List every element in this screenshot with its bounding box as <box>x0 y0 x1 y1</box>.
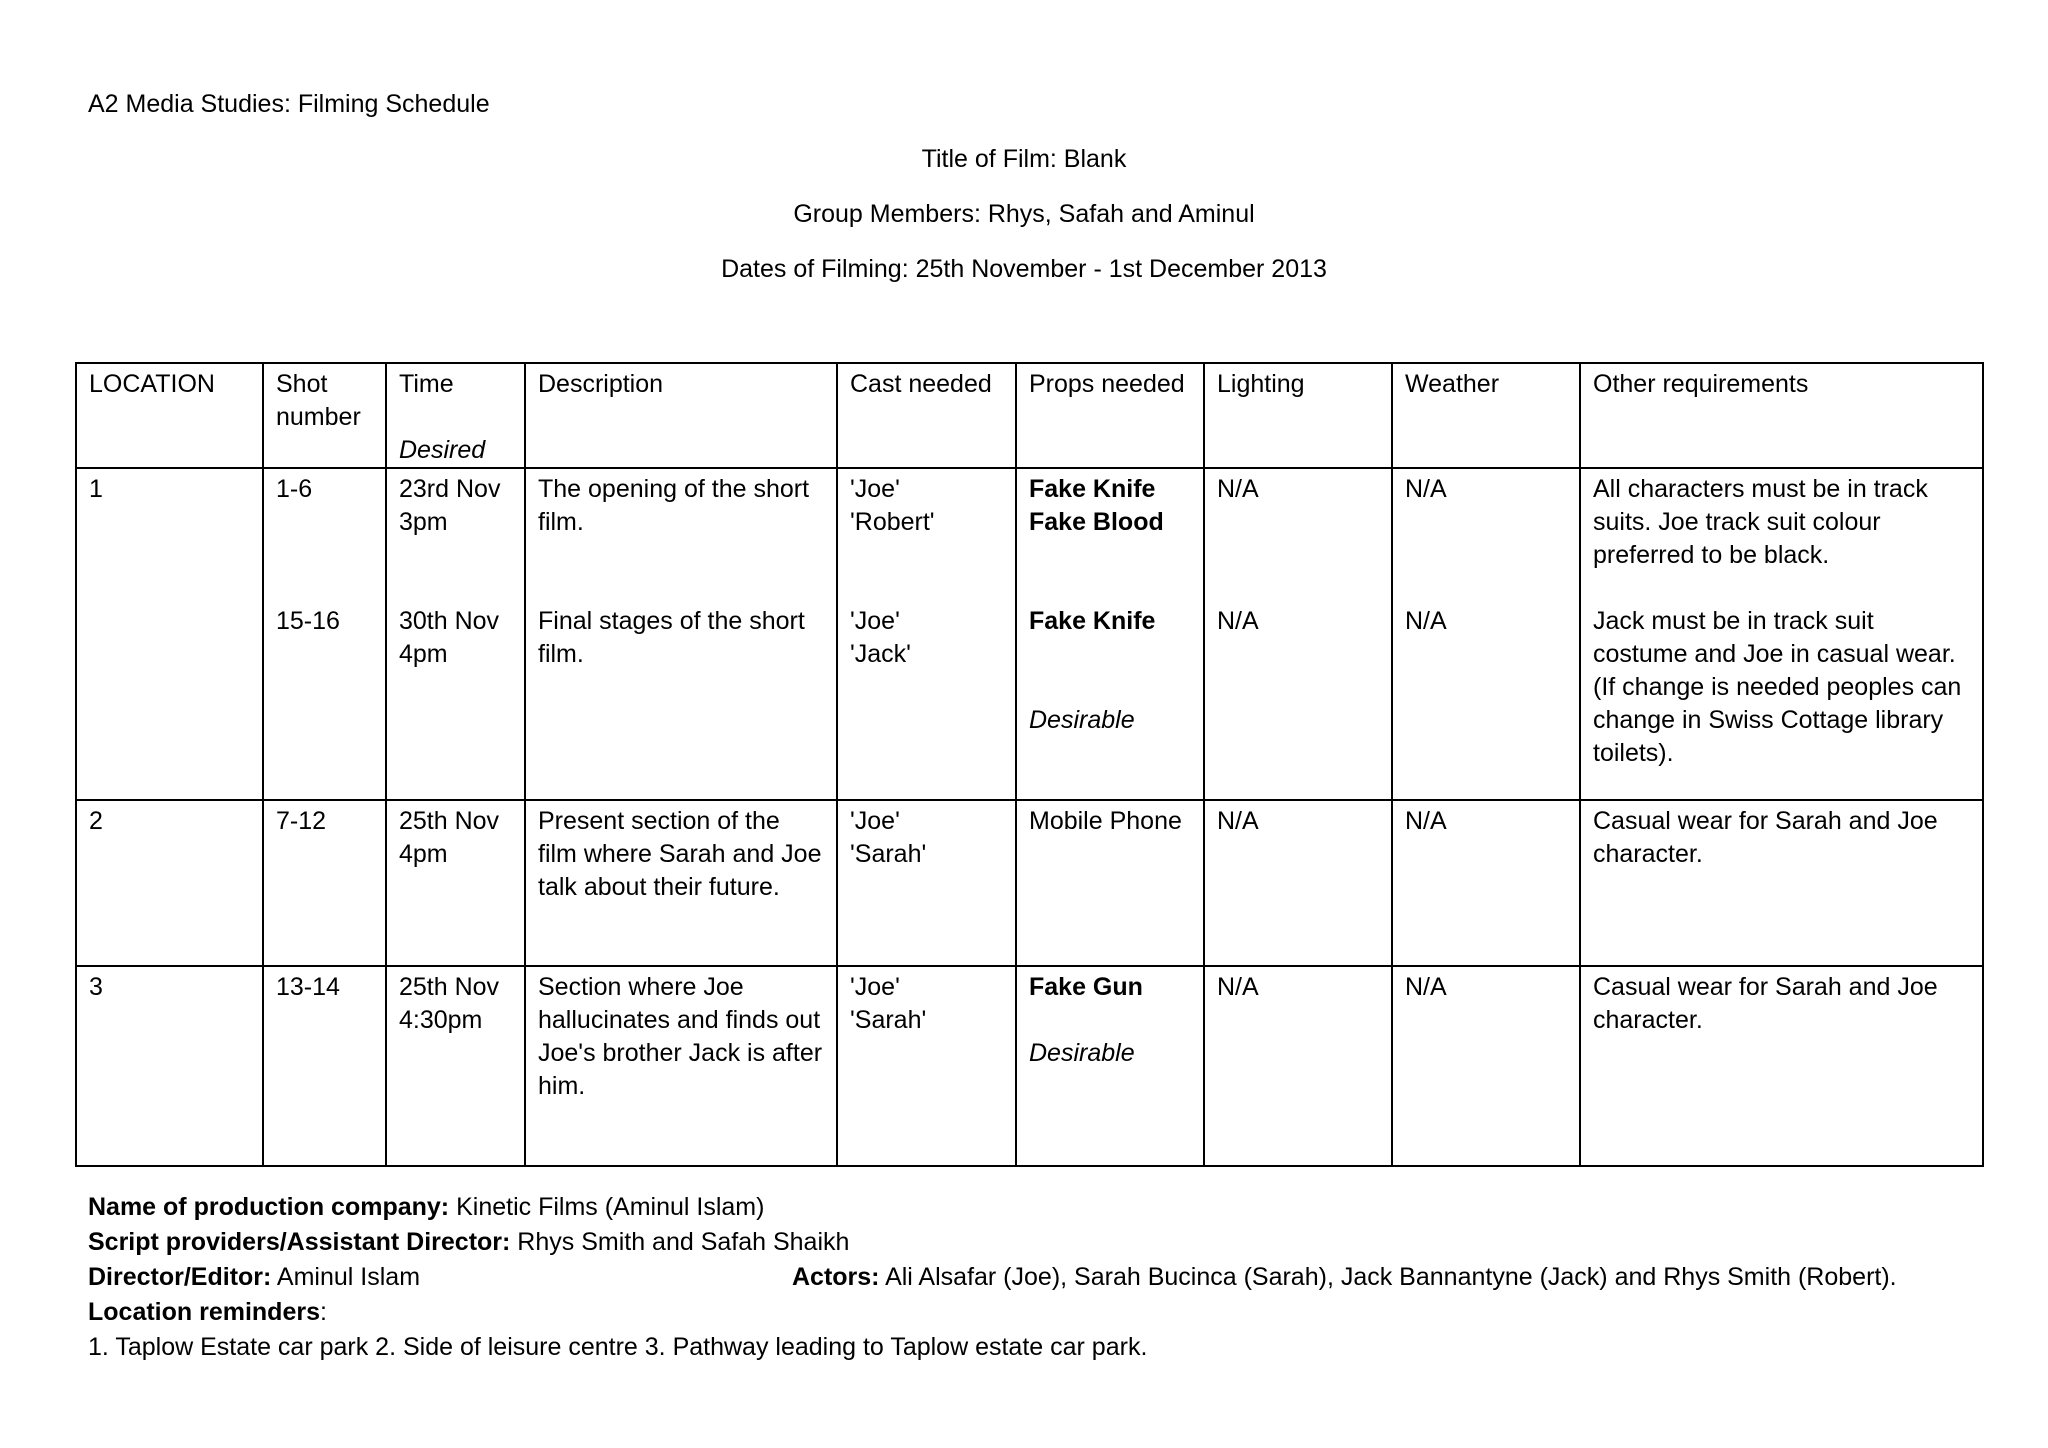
table-row <box>76 800 1983 966</box>
director-line <box>88 1260 420 1295</box>
description-cell <box>525 468 837 800</box>
other-requirements-cell <box>1580 468 1983 800</box>
production-company-value: Kinetic Films (Aminul Islam) <box>449 1193 765 1221</box>
filming-dates: Dates of Filming: 25th November - 1st December 2013 <box>721 255 1327 283</box>
table-header-row <box>76 363 1983 468</box>
weather-value: N/A <box>1405 475 1447 503</box>
table-row <box>76 966 1983 1166</box>
location-reminders-colon: : <box>320 1298 327 1326</box>
prop-note: Desirable <box>1029 706 1135 734</box>
prop-note: Desirable <box>1029 1039 1135 1067</box>
cast-cell <box>837 966 1016 1166</box>
prop-item: Fake Gun <box>1029 973 1143 1001</box>
props-cell <box>1016 966 1204 1166</box>
cast-member: 'Sarah' <box>850 1006 927 1034</box>
header-props: Props needed <box>1016 363 1204 468</box>
script-providers-line <box>88 1225 849 1260</box>
time-date: 23rd Nov <box>399 475 501 503</box>
director-label: Director/Editor: <box>88 1263 272 1291</box>
production-company-label: Name of production company: <box>88 1193 450 1221</box>
header-lighting: Lighting <box>1204 363 1392 468</box>
time-date: 25th Nov <box>399 973 500 1001</box>
time-cell <box>386 966 525 1166</box>
shot-cell: 7-12 <box>263 800 386 966</box>
lighting-cell <box>1204 468 1392 800</box>
group-members: Group Members: Rhys, Safah and Aminul <box>793 200 1255 228</box>
description-text: The opening of the short film. <box>538 475 810 536</box>
description-cell: Present section of the film where Sarah and Joe talk about their future. <box>525 800 837 966</box>
script-providers-value: Rhys Smith and Safah Shaikh <box>510 1228 850 1256</box>
lighting-cell: N/A <box>1204 800 1392 966</box>
lighting-cell: N/A <box>1204 966 1392 1166</box>
location-reminders-text: 1. Taplow Estate car park 2. Side of leisure centre 3. Pathway leading to Taplow estate car park. <box>88 1333 1148 1361</box>
header-location: LOCATION <box>76 363 263 468</box>
lighting-value: N/A <box>1217 475 1259 503</box>
other-requirements-cell: Casual wear for Sarah and Joe character. <box>1580 966 1983 1166</box>
header-time <box>386 363 525 468</box>
description-text: Final stages of the short film. <box>538 607 805 668</box>
time-date: 30th Nov <box>399 607 500 635</box>
table-row <box>76 468 1983 800</box>
header-time-desired: Desired <box>399 436 486 464</box>
header-weather: Weather <box>1392 363 1580 468</box>
prop-item: Fake Blood <box>1029 508 1164 536</box>
actors-value: Ali Alsafar (Joe), Sarah Bucinca (Sarah), Jack Bannantyne (Jack) and Rhys Smith (Robert). <box>879 1263 1897 1291</box>
time-hour: 3pm <box>399 508 448 536</box>
header-shot-number: Shot number <box>263 363 386 468</box>
props-cell: Mobile Phone <box>1016 800 1204 966</box>
location-reminders-label: Location reminders <box>88 1298 320 1326</box>
cast-member: 'Joe' <box>850 607 900 635</box>
document-title: A2 Media Studies: Filming Schedule <box>88 90 490 118</box>
time-cell <box>386 800 525 966</box>
shot-cell: 13-14 <box>263 966 386 1166</box>
cast-cell <box>837 468 1016 800</box>
shot-number: 1-6 <box>276 475 313 503</box>
actors-label: Actors: <box>792 1263 880 1291</box>
weather-cell: N/A <box>1392 800 1580 966</box>
header-other: Other requirements <box>1580 363 1983 468</box>
shot-number: 15-16 <box>276 607 340 635</box>
shot-cell <box>263 468 386 800</box>
props-cell <box>1016 468 1204 800</box>
header-cast: Cast needed <box>837 363 1016 468</box>
director-value: Aminul Islam <box>271 1263 421 1291</box>
other-requirements-text: All characters must be in track suits. Joe track suit colour preferred to be black. <box>1593 475 1928 569</box>
film-title: Title of Film: Blank <box>921 145 1127 173</box>
cast-member: 'Joe' <box>850 807 900 835</box>
cast-cell <box>837 800 1016 966</box>
time-hour: 4pm <box>399 840 448 868</box>
description-cell: Section where Joe hallucinates and finds out Joe's brother Jack is after him. <box>525 966 837 1166</box>
location-cell: 3 <box>76 966 263 1166</box>
other-requirements-cell: Casual wear for Sarah and Joe character. <box>1580 800 1983 966</box>
cast-member: 'Robert' <box>850 508 935 536</box>
cast-member: 'Sarah' <box>850 840 927 868</box>
other-requirements-text: Jack must be in track suit costume and Joe in casual wear. (If change is needed peoples can change in Swiss Cottage library toilets). <box>1593 607 1962 767</box>
header-description: Description <box>525 363 837 468</box>
time-cell <box>386 468 525 800</box>
header-time-label: Time <box>399 370 454 398</box>
lighting-value: N/A <box>1217 607 1259 635</box>
time-date: 25th Nov <box>399 807 500 835</box>
location-cell: 1 <box>76 468 263 800</box>
cast-member: 'Joe' <box>850 475 900 503</box>
time-hour: 4:30pm <box>399 1006 483 1034</box>
actors-line <box>792 1260 1897 1295</box>
cast-member: 'Joe' <box>850 973 900 1001</box>
weather-value: N/A <box>1405 607 1447 635</box>
location-cell: 2 <box>76 800 263 966</box>
weather-cell: N/A <box>1392 966 1580 1166</box>
production-company-line <box>88 1190 764 1225</box>
time-hour: 4pm <box>399 640 448 668</box>
prop-item: Fake Knife <box>1029 475 1156 503</box>
location-reminders-heading <box>88 1295 327 1330</box>
weather-cell <box>1392 468 1580 800</box>
prop-item: Fake Knife <box>1029 607 1156 635</box>
cast-member: 'Jack' <box>850 640 911 668</box>
filming-schedule-table <box>75 362 1984 1167</box>
script-providers-label: Script providers/Assistant Director: <box>88 1228 511 1256</box>
